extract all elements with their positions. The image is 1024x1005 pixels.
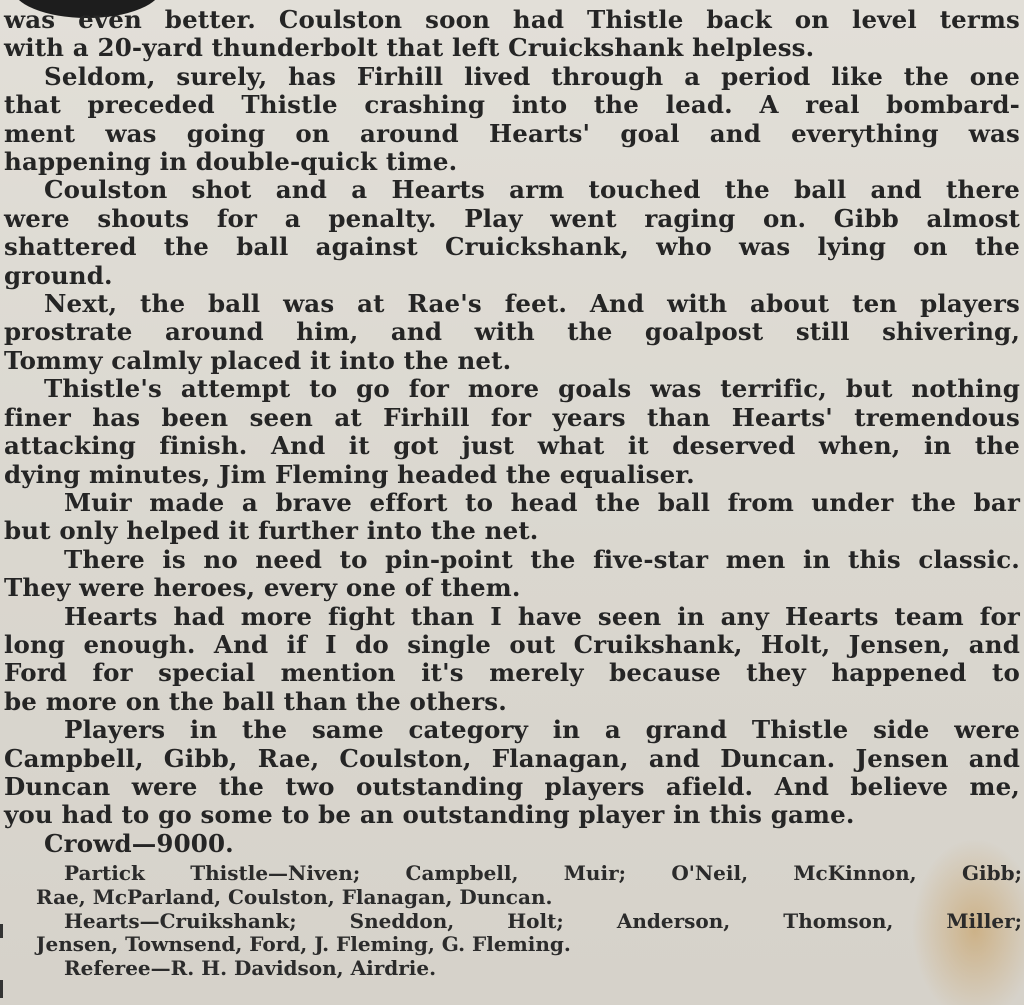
- referee-text: Referee—R. H. Davidson, Airdrie.: [64, 956, 437, 981]
- text-line: Players in the same category in a grand Thistle side were: [64, 715, 1020, 745]
- partick-thistle-lineup: [36, 862, 1022, 910]
- text-line: ground.: [4, 260, 113, 290]
- text-line: Tommy calmly placed it into the net.: [4, 345, 512, 375]
- match-report: [4, 6, 1020, 858]
- lineup-line: Rae, McParland, Coulston, Flanagan, Duncan.: [36, 884, 553, 909]
- text-line: ment was going on around Hearts' goal and everything was: [4, 118, 1020, 148]
- text-line: They were heroes, every one of them.: [4, 573, 521, 603]
- text-line: Muir made a brave effort to head the ball from under the bar: [64, 487, 1020, 517]
- text-line: Seldom, surely, has Firhill lived through a period like the one: [44, 61, 1020, 91]
- text-line: long enough. And if I do single out Cruikshank, Holt, Jensen, and: [4, 629, 1020, 659]
- team-lineups: [36, 862, 1022, 981]
- text-line: that preceded Thistle crashing into the lead. A real bombard-: [4, 90, 1020, 120]
- text-line: Ford for special mention it's merely because they happened to: [4, 658, 1020, 688]
- paragraph-2: [4, 63, 1020, 177]
- text-line: Thistle's attempt to go for more goals was terrific, but nothing: [44, 374, 1020, 404]
- edge-mark: [0, 980, 3, 998]
- text-line: was even better. Coulston soon had Thistle back on level terms: [4, 5, 1020, 34]
- text-line: be more on the ball than the others.: [4, 686, 507, 716]
- text-line: Next, the ball was at Rae's feet. And with about ten players: [44, 289, 1020, 319]
- crowd-figure: Crowd—9000.: [44, 828, 234, 858]
- text-line: Coulston shot and a Hearts arm touched the ball and there: [44, 175, 1020, 205]
- edge-mark: [0, 924, 3, 938]
- text-line: dying minutes, Jim Fleming headed the equaliser.: [4, 459, 695, 489]
- text-line: Duncan were the two outstanding players afield. And believe me,: [4, 771, 1020, 801]
- text-line: with a 20-yard thunderbolt that left Cruickshank helpless.: [4, 33, 815, 63]
- text-line: prostrate around him, and with the goalpost still shivering,: [4, 317, 1020, 347]
- paragraph-5: [4, 375, 1020, 489]
- paragraph-1: [4, 6, 1020, 63]
- paragraph-7: [4, 546, 1020, 603]
- text-line: Campbell, Gibb, Rae, Coulston, Flanagan, and Duncan. Jensen and: [4, 743, 1020, 773]
- text-line: you had to go some to be an outstanding player in this game.: [4, 800, 855, 830]
- text-line: shattered the ball against Cruickshank, who was lying on the: [4, 232, 1020, 262]
- referee-line: [36, 957, 1022, 981]
- paragraph-6: [4, 489, 1020, 546]
- hearts-lineup: [36, 910, 1022, 958]
- text-line: but only helped it further into the net.: [4, 516, 539, 546]
- lineup-line: Jensen, Townsend, Ford, J. Fleming, G. Fleming.: [36, 932, 571, 957]
- text-line: finer has been seen at Firhill for years than Hearts' tremendous: [4, 402, 1020, 432]
- text-line: happening in double-quick time.: [4, 147, 458, 177]
- lineup-line: Partick Thistle—Niven; Campbell, Muir; O'Neil, McKinnon, Gibb;: [64, 861, 1022, 885]
- text-line: There is no need to pin-point the five-star men in this classic.: [64, 544, 1020, 574]
- text-line: Hearts had more fight than I have seen in any Hearts team for: [64, 601, 1020, 631]
- paragraph-4: [4, 290, 1020, 375]
- text-line: attacking finish. And it got just what it deserved when, in the: [4, 431, 1020, 461]
- text-line: were shouts for a penalty. Play went raging on. Gibb almost: [4, 203, 1020, 233]
- paragraph-3: [4, 176, 1020, 290]
- paragraph-9: [4, 716, 1020, 830]
- lineup-line: Hearts—Cruikshank; Sneddon, Holt; Anderson, Thomson, Miller;: [64, 908, 1022, 933]
- paragraph-8: [4, 603, 1020, 717]
